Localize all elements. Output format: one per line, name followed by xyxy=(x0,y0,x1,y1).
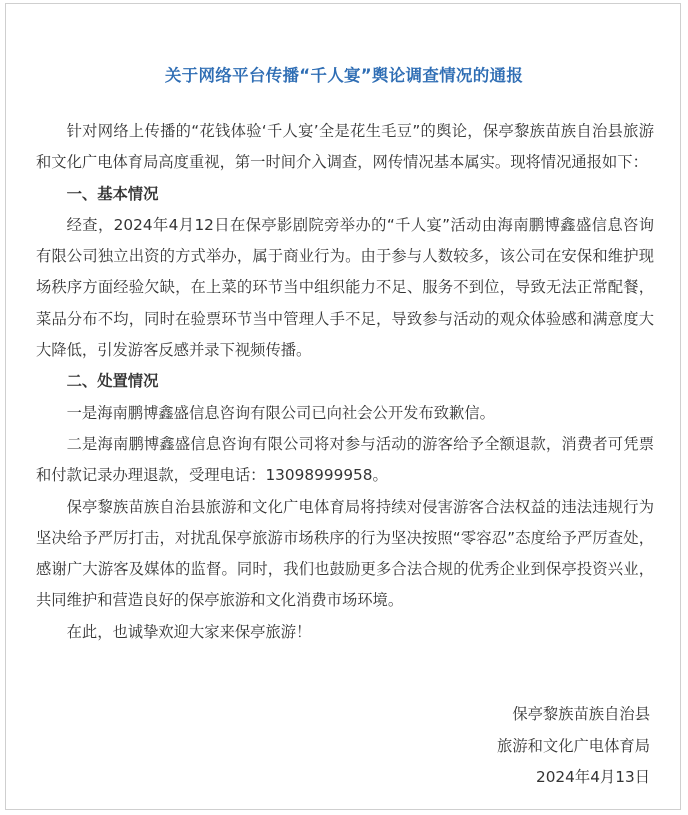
section2-item2: 二是海南鹏博鑫盛信息咨询有限公司将对参与活动的游客给予全额退款，消费者可凭票和付款记录办理退款，受理电话：13098999958。 xyxy=(36,434,654,485)
signature-block xyxy=(497,699,650,794)
signature-line1: 保亭黎族苗族自治县 xyxy=(512,705,650,723)
document-body xyxy=(36,116,654,648)
signature-line2: 旅游和文化广电体育局 xyxy=(497,736,650,755)
section1-paragraph: 经查，2024年4月12日在保亭影剧院旁举办的“千人宴”活动由海南鹏博鑫盛信息咨询有限公司独立出资的方式举办，属于商业行为。由于参与人数较多，该公司在安保和维护现场秩序方面经验欠缺，在上菜的环节当中组织能力不足、服务不到位，导致无法正常配餐，菜品分布不均，同时在验票环节当中管理人手不足，导致参与活动的观众体验感和满意度大大降低，引发游客反感并录下视频传播。 xyxy=(36,215,654,360)
section2-item1: 一是海南鹏博鑫盛信息咨询有限公司已向社会公开发布致歉信。 xyxy=(66,403,495,422)
section2-item3: 保亭黎族苗族自治县旅游和文化广电体育局将持续对侵害游客合法权益的违法违规行为坚决给予严厉打击，对扰乱保亭旅游市场秩序的行为坚决按照“零容忍”态度给予严厉查处，感谢广大游客及媒体的监督。同时，我们也鼓励更多合法合规的优秀企业到保亭投资兴业，共同维护和营造良好的保亭旅游和文化消费市场环境。 xyxy=(36,497,654,610)
document-title: 关于网络平台传播“千人宴”舆论调查情况的通报 xyxy=(164,66,524,85)
section1-heading: 一、基本情况 xyxy=(66,184,159,203)
section2-heading: 二、处置情况 xyxy=(66,372,159,391)
closing-paragraph: 在此，也诚挚欢迎大家来保亭旅游！ xyxy=(66,622,312,641)
signature-date: 2024年4月13日 xyxy=(535,768,650,786)
intro-paragraph: 针对网络上传播的“花钱体验‘千人宴’全是花生毛豆”的舆论，保亭黎族苗族自治县旅游和文化广电体育局高度重视，第一时间介入调查，网传情况基本属实。现将情况通报如下： xyxy=(36,122,654,172)
